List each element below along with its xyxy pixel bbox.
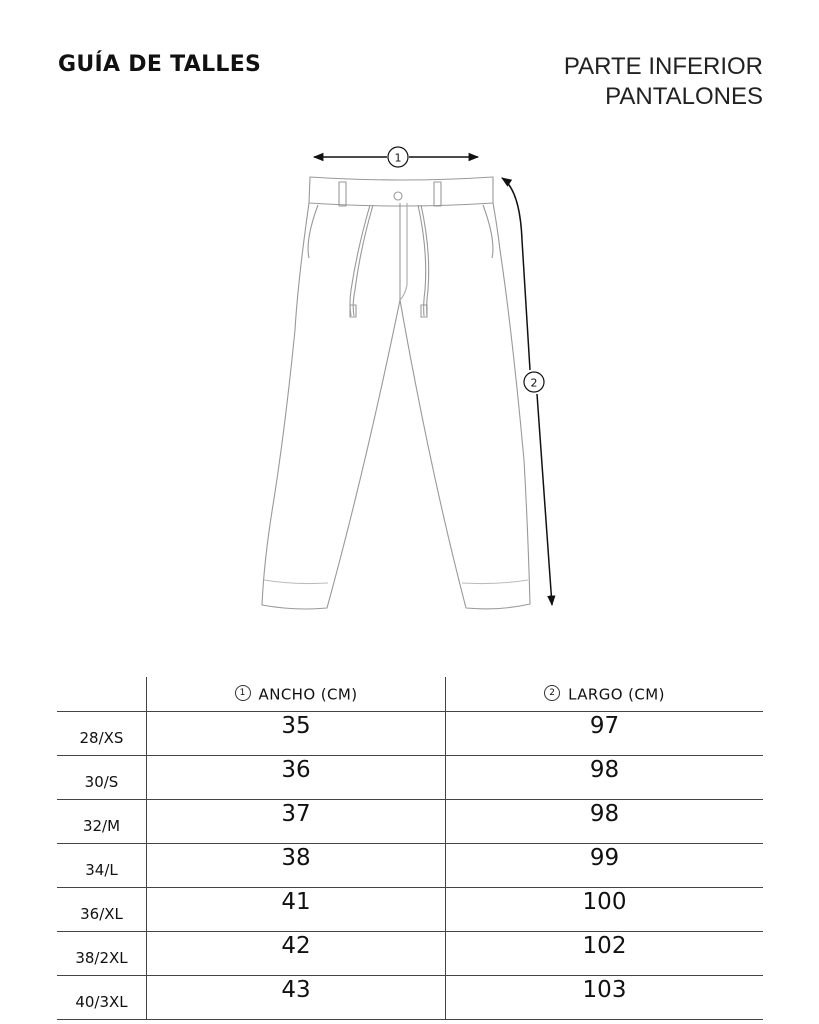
length-marker-number: 2 — [530, 376, 538, 390]
largo-cell: 99 — [446, 844, 764, 888]
largo-cell: 97 — [446, 712, 764, 756]
header-ancho — [147, 677, 446, 712]
page-title: GUÍA DE TALLES — [58, 52, 262, 77]
subtitle-line-2: PANTALONES — [605, 83, 763, 110]
table-row — [57, 712, 763, 756]
largo-cell: 103 — [446, 976, 764, 1020]
table-row — [57, 888, 763, 932]
table-row — [57, 932, 763, 976]
ancho-marker: 1 — [235, 685, 251, 701]
subtitle-line-1: PARTE INFERIOR — [563, 53, 763, 80]
ancho-cell: 38 — [147, 844, 446, 888]
largo-label: LARGO (CM) — [568, 685, 665, 704]
largo-cell: 100 — [446, 888, 764, 932]
header-largo — [446, 677, 764, 712]
size-cell: 32/M — [57, 800, 147, 844]
header-empty-cell — [57, 677, 147, 712]
largo-cell: 98 — [446, 756, 764, 800]
table-row — [57, 756, 763, 800]
largo-marker: 2 — [544, 685, 560, 701]
table-header-row — [57, 677, 763, 712]
size-table — [57, 677, 763, 1020]
length-measure — [502, 178, 552, 605]
ancho-label: ANCHO (CM) — [258, 685, 358, 704]
size-cell: 36/XL — [57, 888, 147, 932]
ancho-cell: 43 — [147, 976, 446, 1020]
width-marker-number: 1 — [394, 151, 402, 165]
size-cell: 28/XS — [57, 712, 147, 756]
table-row — [57, 844, 763, 888]
table-row — [57, 800, 763, 844]
pants-outline — [262, 177, 530, 609]
ancho-cell: 42 — [147, 932, 446, 976]
ancho-cell: 41 — [147, 888, 446, 932]
table-row — [57, 976, 763, 1020]
size-cell: 30/S — [57, 756, 147, 800]
largo-cell: 98 — [446, 800, 764, 844]
width-measure — [314, 147, 478, 167]
ancho-cell: 37 — [147, 800, 446, 844]
size-cell: 34/L — [57, 844, 147, 888]
size-cell: 40/3XL — [57, 976, 147, 1020]
size-cell: 38/2XL — [57, 932, 147, 976]
largo-cell: 102 — [446, 932, 764, 976]
ancho-cell: 36 — [147, 756, 446, 800]
ancho-cell: 35 — [147, 712, 446, 756]
